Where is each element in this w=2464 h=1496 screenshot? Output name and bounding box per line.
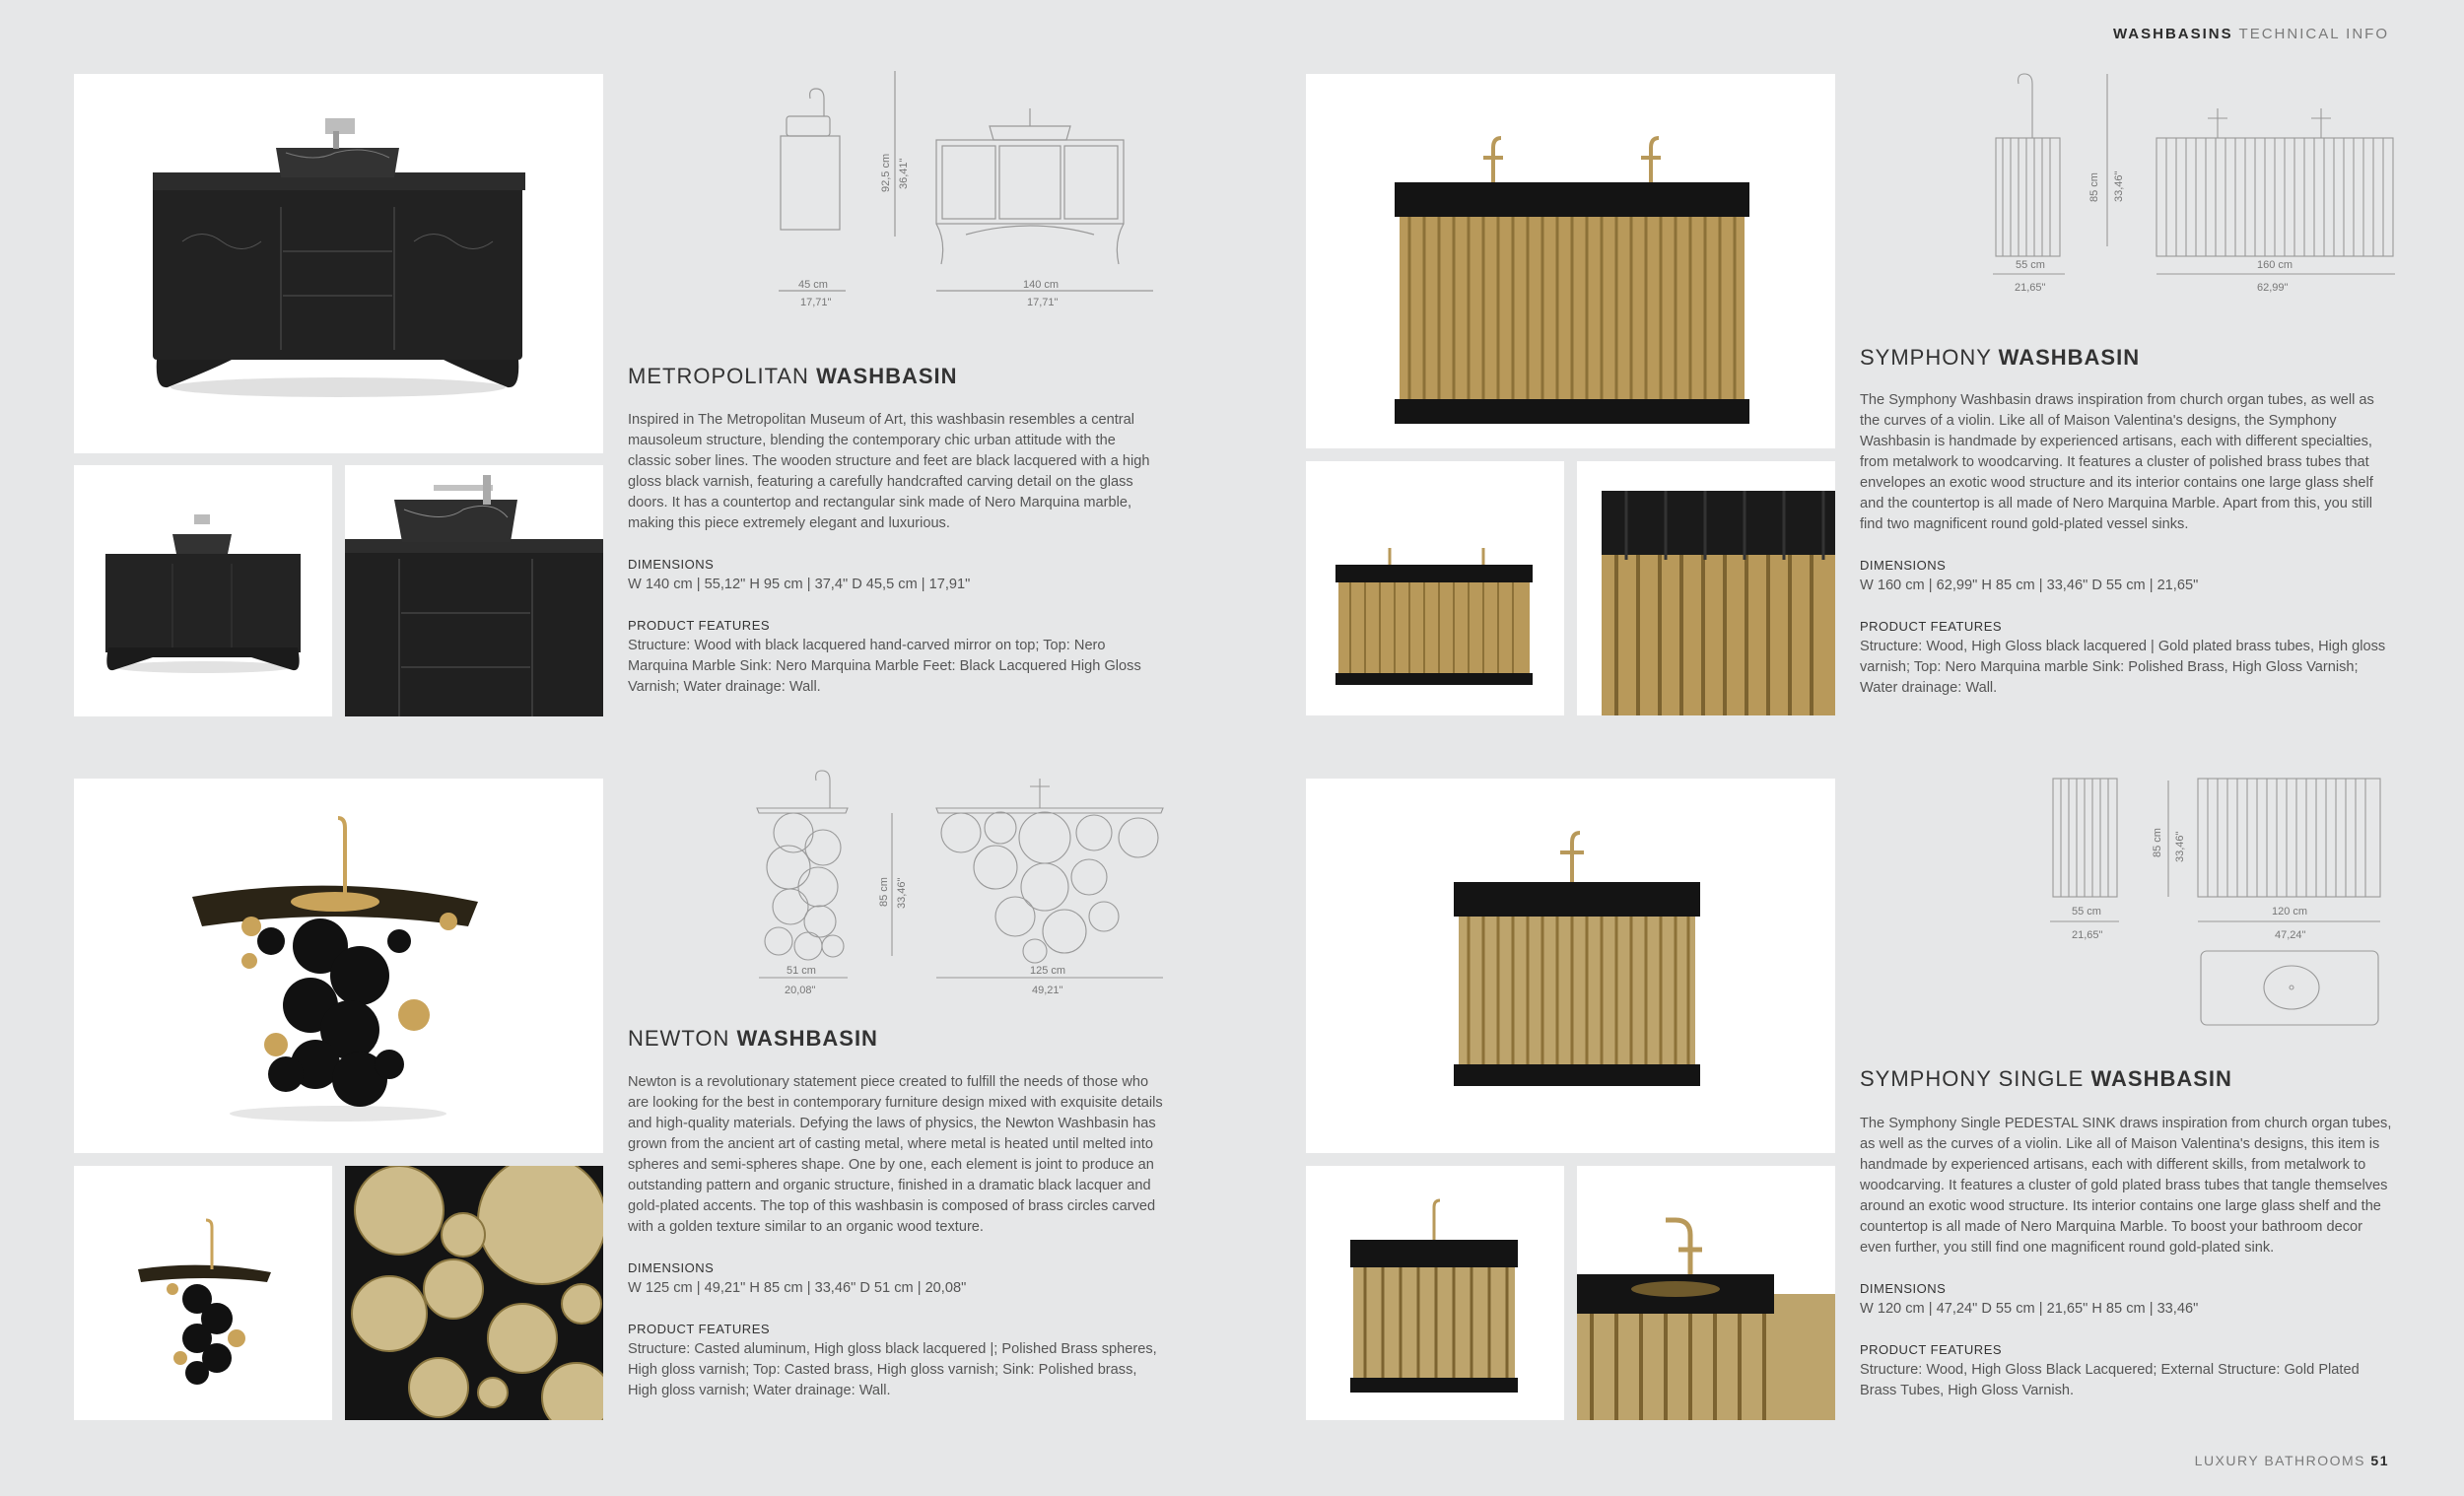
metropolitan-kind: WASHBASIN <box>816 364 958 388</box>
symphony-description: The Symphony Washbasin draws inspiration from church organ tubes, as well as the curves of a violin. Like all of Maison Valentina's designs, the Symphony Washbasin is handmade by experienced artisans, each with different specialties, from metalwork to woodcarving. It features a cluster of polished brass tubes that envelopes an exotic wood structure and its interior contains one large glass shelf and the countertop is all made of Nero Marquina Marble. Apart from this, you still find two magnificent round gold-plated vessel sinks. <box>1860 392 2374 532</box>
symphony-single-name: SYMPHONY SINGLE <box>1860 1066 2085 1091</box>
symphony-front-cm: 160 cm <box>2257 259 2293 271</box>
newton-dimensions-label: DIMENSIONS <box>628 1260 715 1275</box>
metropolitan-name: METROPOLITAN <box>628 364 809 388</box>
metropolitan-side-cm: 45 cm <box>798 279 828 291</box>
metropolitan-features-label: PRODUCT FEATURES <box>628 618 771 633</box>
symphony-kind: WASHBASIN <box>1998 345 2141 370</box>
newton-title <box>628 1026 878 1052</box>
metropolitan-title <box>628 364 958 389</box>
symphony-single-photo-small <box>1306 1166 1564 1420</box>
symphony-single-main-photo <box>1306 779 1835 1153</box>
symphony-single-side-in: 21,65" <box>2072 929 2103 941</box>
symphony-single-technical-drawing <box>2035 769 2400 1045</box>
symphony-photo-detail <box>1577 461 1835 715</box>
symphony-single-dimensions-label: DIMENSIONS <box>1860 1281 1947 1296</box>
symphony-single-description: The Symphony Single PEDESTAL SINK draws inspiration from church organ tubes, as well as the curves of a violin. Like all of Maison Valentina's designs, this item is handmade by experienced artisans, each with different skills, from metalwork to woodcarving. It features a cluster of gold plated brass tubes that tangle themselves around an exotic wood structure. Its interior contains one large glass shelf and the countertop is all made of Nero Marquina Marble. To boost your bathroom decor even further, you still find one magnificent round gold-plated sink. <box>1860 1116 2392 1256</box>
metropolitan-text-block <box>628 410 1155 698</box>
symphony-main-photo <box>1306 74 1835 448</box>
newton-kind: WASHBASIN <box>736 1026 878 1051</box>
newton-front-cm: 125 cm <box>1030 965 1066 977</box>
symphony-single-front-in: 47,24" <box>2275 929 2306 941</box>
metropolitan-features: Structure: Wood with black lacquered hand-carved mirror on top; Top: Nero Marquina Marble Sink: Nero Marquina Marble Feet: Black Lacquered High Gloss Varnish; Water drainage: Wall. <box>628 638 1141 695</box>
metropolitan-front-cm: 140 cm <box>1023 279 1060 291</box>
metropolitan-technical-drawing <box>769 69 1183 315</box>
metropolitan-photo-detail <box>345 465 603 716</box>
metropolitan-main-photo <box>74 74 603 453</box>
newton-side-cm: 51 cm <box>787 965 816 977</box>
symphony-height-cm: 85 cm <box>2088 172 2100 202</box>
symphony-single-side-cm: 55 cm <box>2072 906 2101 918</box>
newton-name: NEWTON <box>628 1026 730 1051</box>
newton-technical-drawing <box>749 769 1173 1005</box>
metropolitan-front-in: 17,71" <box>1027 297 1059 308</box>
newton-description: Newton is a revolutionary statement piece created to fulfill the needs of those who are looking for the best in contemporary furniture design mixed with exquisite details and high-quality materials. Defying the laws of physics, the Newton Washbasin has grown from the ancient art of casting metal, where metal is heated until melted into spheres and semi-spheres shape. One by one, each element is joint to produce an outstanding pattern and organic structure, finished in a dramatic black lacquer and gold-plated accents. The top of this washbasin is composed of brass circles carved with a golden texture similar to an organic wood texture. <box>628 1074 1163 1235</box>
section-title: WASHBASINS <box>2112 26 2233 42</box>
symphony-side-cm: 55 cm <box>2016 259 2045 271</box>
metropolitan-side-in: 17,71" <box>800 297 832 308</box>
symphony-text-block <box>1860 390 2392 699</box>
metropolitan-dimensions-label: DIMENSIONS <box>628 557 715 572</box>
symphony-features-label: PRODUCT FEATURES <box>1860 619 2003 634</box>
symphony-single-text-block <box>1860 1114 2392 1401</box>
metropolitan-photo-small <box>74 465 332 716</box>
symphony-dimensions: W 160 cm | 62,99" H 85 cm | 33,46" D 55 cm | 21,65" <box>1860 578 2199 593</box>
symphony-technical-drawing <box>1981 69 2405 306</box>
section-subtitle: TECHNICAL INFO <box>2238 26 2389 42</box>
symphony-single-features-label: PRODUCT FEATURES <box>1860 1342 2003 1357</box>
newton-height-cm: 85 cm <box>878 877 890 907</box>
page-footer <box>2195 1453 2389 1468</box>
newton-side-in: 20,08" <box>785 985 816 996</box>
newton-photo-small <box>74 1166 332 1420</box>
newton-main-photo <box>74 779 603 1153</box>
symphony-single-features: Structure: Wood, High Gloss Black Lacquered; External Structure: Gold Plated Brass Tubes, High Gloss Varnish. <box>1860 1362 2360 1398</box>
symphony-features: Structure: Wood, High Gloss black lacquered | Gold plated brass tubes, High gloss varnish; Top: Nero Marquina marble Sink: Polished Brass, High Gloss Varnish; Water drainage: Wall. <box>1860 639 2386 696</box>
symphony-name: SYMPHONY <box>1860 345 1992 370</box>
metropolitan-height-in: 36,41" <box>898 158 910 189</box>
newton-height-in: 33,46" <box>896 877 908 909</box>
symphony-single-dimensions: W 120 cm | 47,24" D 55 cm | 21,65" H 85 cm | 33,46" <box>1860 1301 2199 1317</box>
symphony-single-photo-detail <box>1577 1166 1835 1420</box>
symphony-photo-small <box>1306 461 1564 715</box>
page-header <box>2113 26 2389 42</box>
symphony-side-in: 21,65" <box>2015 282 2046 294</box>
newton-features: Structure: Casted aluminum, High gloss black lacquered |; Polished Brass spheres, High gloss varnish; Top: Casted brass, High gloss varnish; Sink: Polished brass, High gloss varnish; Water drainage: Wall. <box>628 1341 1157 1398</box>
symphony-single-kind: WASHBASIN <box>2090 1066 2232 1091</box>
newton-photo-detail <box>345 1166 603 1420</box>
metropolitan-description: Inspired in The Metropolitan Museum of Art, this washbasin resembles a central mausoleum structure, blending the contemporary chic urban attitude with the classic sober lines. The wooden structure and feet are black lacquered with a high gloss black varnish, featuring a carefully handcrafted carving detail on the glass doors. It has a countertop and rectangular sink made of Nero Marquina marble, making this piece extremely elegant and luxurious. <box>628 412 1150 531</box>
symphony-height-in: 33,46" <box>2113 170 2125 202</box>
metropolitan-dimensions: W 140 cm | 55,12" H 95 cm | 37,4" D 45,5 cm | 17,91" <box>628 577 971 592</box>
symphony-single-front-cm: 120 cm <box>2272 906 2308 918</box>
newton-features-label: PRODUCT FEATURES <box>628 1322 771 1336</box>
symphony-single-height-in: 33,46" <box>2174 831 2186 862</box>
symphony-title <box>1860 345 2140 371</box>
newton-dimensions: W 125 cm | 49,21" H 85 cm | 33,46" D 51 cm | 20,08" <box>628 1280 967 1296</box>
metropolitan-height-cm: 92,5 cm <box>880 153 892 192</box>
newton-text-block <box>628 1072 1165 1401</box>
newton-front-in: 49,21" <box>1032 985 1063 996</box>
symphony-single-title <box>1860 1066 2232 1092</box>
symphony-front-in: 62,99" <box>2257 282 2289 294</box>
symphony-single-height-cm: 85 cm <box>2152 828 2163 857</box>
book-title: LUXURY BATHROOMS <box>2194 1453 2366 1468</box>
page-number: 51 <box>2370 1453 2389 1468</box>
symphony-dimensions-label: DIMENSIONS <box>1860 558 1947 573</box>
